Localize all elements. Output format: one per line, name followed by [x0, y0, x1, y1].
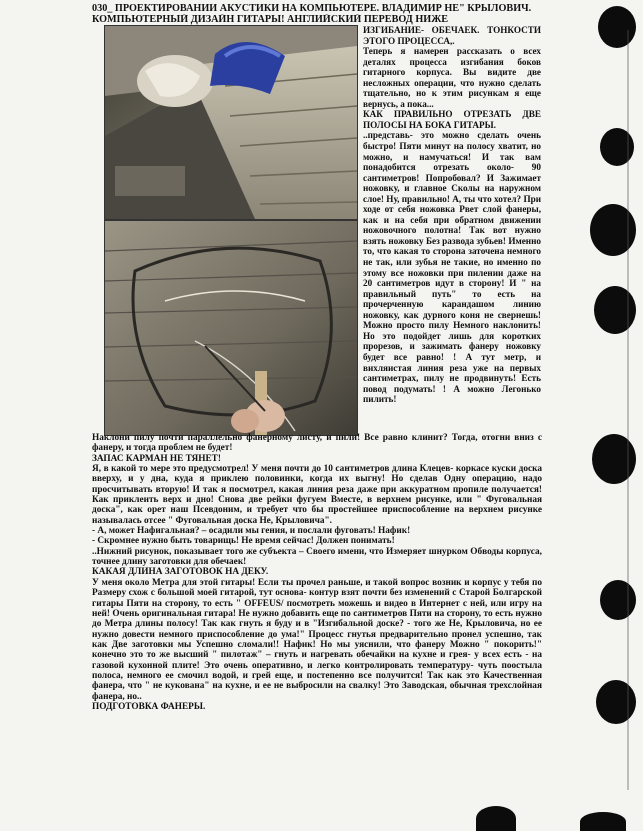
paragraph-reserve: Я, в какой то мере это предусмотрел! У меня почти до 10 сантиметров длина Клецев- коркасе куски доска вверху, и у дна, куда я приклею половинки, когда их выгну! Но сделав Одну операцию, надо просчитывать вторую! И так я посмотрел, какая линия реза даже при аккуратном пропиле получается! Как приклеить верх и дно! Снова две рейки фугуем Вместе, в верхнем рисунке, или " Фуговальная доска", как орет наш Псевдоним, и требует что бы простейшее приспособление на верхнем рисунке называлась отсее " Фуговальная доска Не, Крыловича".	[92, 464, 542, 526]
punch-hole-shadow	[592, 434, 636, 484]
photo-saw-on-plywood-image	[105, 26, 357, 219]
punch-hole-shadow	[594, 286, 636, 334]
heading-reserve: ЗАПАС КАРМАН НЕ ТЯНЕТ!	[92, 453, 221, 464]
paragraph-sawing: ..представь- это можно сделать очень быстро! Пяти минут на полосу хватит, но можно, и намучаться! И так вам понадобится отрезать около- 90 сантиметров! Попробовал? И Зажимает ножовку, и главное Сколы на наружном слое! Ну, правильно! А, ты что хотел? При ходе от себя ножовка Рвет слой фанеры, как и на себя при обратном движении ножовочного полотна! Так вот нужно взять ножовку Без развода зубьев! Именно то, что какая то сторона заточена немного не так, или зубья не такие, но именно по этому все ножовки при пилении даже на 20 сантиметров идут в сторону! И " на правильный путь" то есть на прочерченную карандашом линию ножовку, как дурного коня не свернешь! Можно просто пилу Немного наклонить! Но это подойдет лишь для коротких прорезов, и зажимать фанеру ножовку будет все равно! ! А тут метр, и вихляистая линия реза уже на первых сантиметрах, пилу не продвинуть! Есть повод подумать! ! А можно Легонько пилить!	[363, 130, 541, 405]
paragraph-intro: Теперь я намерен рассказать о всех деталях процесса изгибания боков гитарного корпуса. Вы видите две несложных операции, что нужно сделать тщательно, но к этим рисункам я еще вернусь, а пока...	[363, 46, 541, 109]
heading-plywood-prep: ПОДГОТОВКА ФАНЕРЫ.	[92, 701, 206, 712]
punch-hole-shadow	[598, 6, 636, 48]
page-header	[92, 3, 542, 25]
punch-hole-shadow	[476, 806, 516, 831]
heading-bending: ИЗГИБАНИЕ- ОБЕЧАЕК. ТОНКОСТИ ЭТОГО ПРОЦЕССА,.	[363, 25, 541, 46]
paragraph-lower-picture: ..Нижний рисунок, показывает того же субъекта – Своего имени, что Измеряет шнурком Обводы корпуса, точнее длину заготовки для обечаек!	[92, 546, 542, 568]
heading-cut-strips: КАК ПРАВИЛЬНО ОТРЕЗАТЬ ДВЕ ПОЛОСЫ НА БОКА ГИТАРЫ.	[363, 109, 541, 130]
punch-hole-shadow	[580, 812, 626, 831]
punch-hole-shadow	[600, 580, 636, 620]
punch-hole-shadow	[590, 204, 636, 256]
main-body-text	[92, 433, 542, 712]
paragraph-tilt-saw: Наклони пилу почти параллельно фанерному листу, и пили! Все равно клинит? Тогда, отогни вниз с фанеру, и тогда проблем не будет!	[92, 433, 542, 454]
photo-measuring-body-image	[105, 221, 357, 435]
heading-blank-length: КАКАЯ ДЛИНА ЗАГОТОВОК НА ДЕКУ.	[92, 567, 269, 578]
scan-edge-mark	[627, 30, 629, 790]
paragraph-dialogue-2: - Скромнее нужно быть товарищь! Не время сейчас! Должен понимать!	[92, 536, 395, 547]
right-column-text	[363, 25, 541, 405]
photo-measuring-body	[104, 220, 358, 436]
paragraph-dialogue-1: - А, может Нафигальная? – осадили мы гения, и послали фуговать! Нафик!	[92, 526, 411, 537]
photo-saw-on-plywood	[104, 25, 358, 220]
header-line-1: 030_ ПРОЕКТИРОВАНИИ АКУСТИКИ НА КОМПЬЮТЕРЕ. ВЛАДИМИР НЕ" КРЫЛОВИЧ.	[92, 3, 532, 14]
punch-hole-shadow	[596, 680, 636, 724]
header-line-2: КОМПЬЮТЕРНЫЙ ДИЗАЙН ГИТАРЫ! АНГЛИЙСКИЙ ПЕРЕВОД НИЖЕ	[92, 14, 449, 25]
paragraph-blank-length: У меня около Метра для этой гитары! Если ты прочел раньше, и такой вопрос возник и корпус у тебя по Размеру схож с большой моей гитарой, тут основа- контур взят почти без изменений с Старой Болгарской гитары Пяти на сторону, то есть " OFFEUS/ посмотреть можешь и видео в Интернет с ней, или игру на ней! Очень оригинальная гитара! Не нужно добавить еще по сантиметров Пяти на сторону, то есть нужно до Метра длины полосу! Так как гнуть я буду и в "Изгибальной доске? - того же Не, Крыловича, но ее нужно довести немного приспособление до ума!" Процесс гнутья предварительно пронел успешно, так как Две заготовки мы Успешно сломали!! Нафик! Но мы уяснили, что фанеру Можно " покорить!" конечно это то же высший " пилотаж" – гнуть и нагревать обечайки на кухне и грея- у всех есть - на газовой кухонной плите! Это очень оперативно, и легко контролировать температуру- чуть поостыла полоса, немного ее смочил водой, и грей еще, и постепенно все получится! Так как это Качественная фанера, что " не кукована" на кухне, и ее не выбросили на свалку! Это Заводская, обычная трехслойная фанера, но..	[92, 577, 542, 702]
